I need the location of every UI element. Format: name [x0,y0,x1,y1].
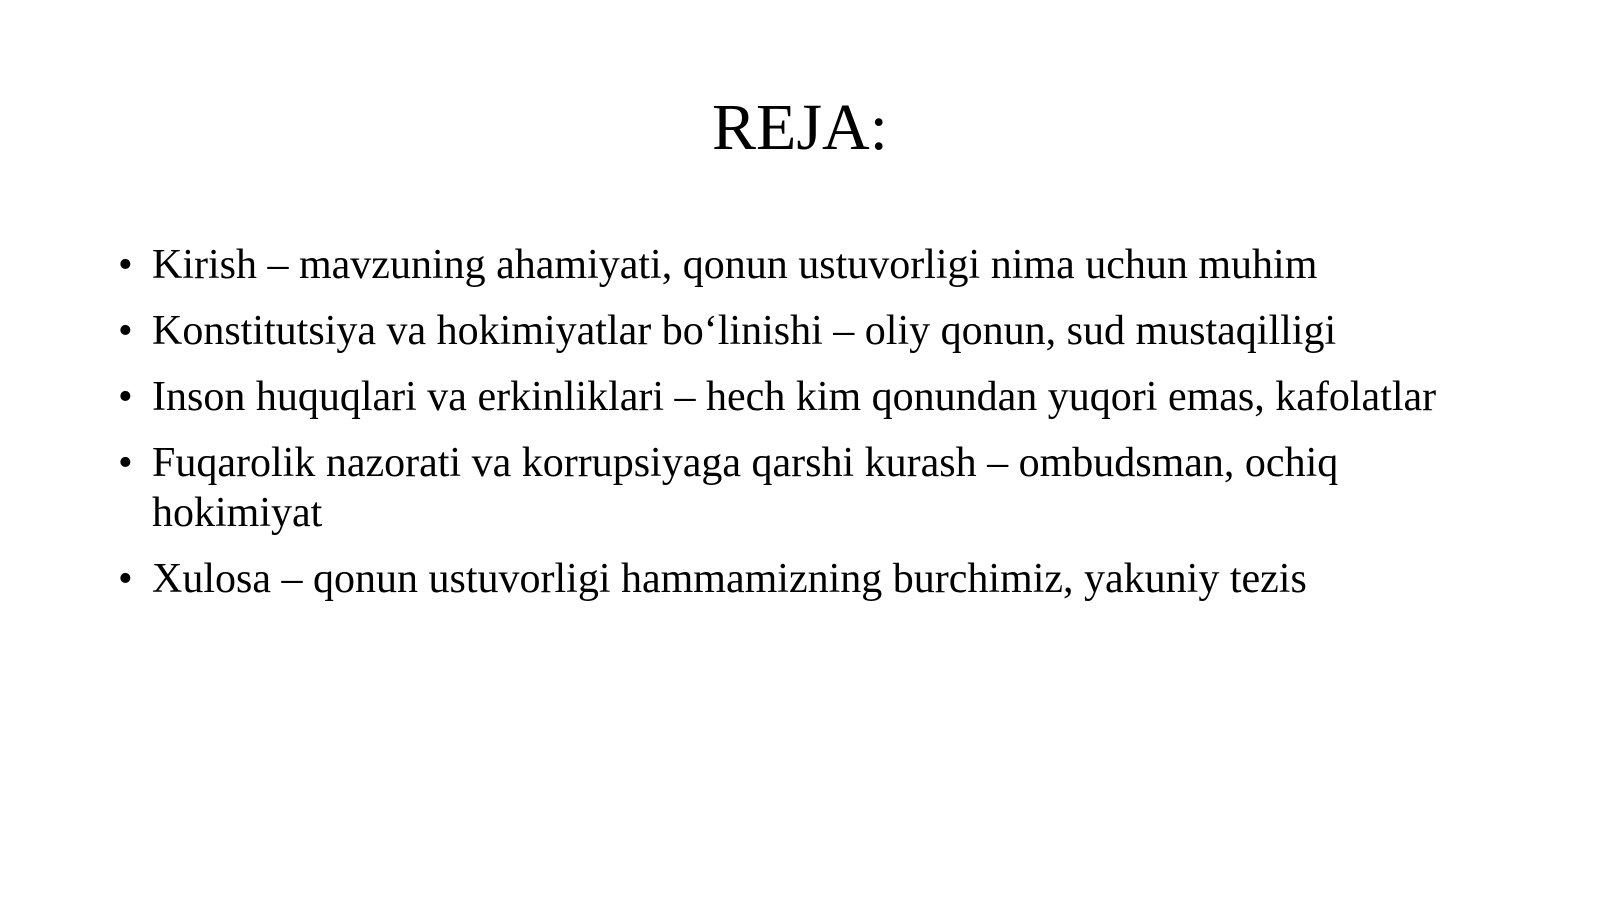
bullet-dot-icon: • [118,374,133,420]
bullet-item-4 [118,438,1478,538]
bullet-dot-icon: • [118,556,133,602]
bullet-text: Konstitutsiya va hokimiyatlar bo‘linishi – oliy qonun, sud mustaqilligi [152,308,1337,354]
bullet-dot-icon: • [118,242,133,288]
bullet-item-1 [118,240,1478,290]
bullet-text: Xulosa – qonun ustuvorligi hammamizning burchimiz, yakuniy tezis [152,556,1307,602]
bullet-text: Kirish – mavzuning ahamiyati, qonun ustuvorligi nima uchun muhim [152,242,1318,288]
bullet-dot-icon: • [118,440,133,486]
bullet-text: Inson huquqlari va erkinliklari – hech kim qonundan yuqori emas, kafolatlar [152,374,1437,420]
bullet-text: Fuqarolik nazorati va korrupsiyaga qarshi kurash – ombudsman, ochiq hokimiyat [152,440,1339,536]
bullet-list [118,240,1478,620]
bullet-item-3 [118,372,1478,422]
slide-title: REJA: [711,91,889,164]
bullet-item-5 [118,554,1478,604]
bullet-dot-icon: • [118,308,133,354]
bullet-item-2 [118,306,1478,356]
